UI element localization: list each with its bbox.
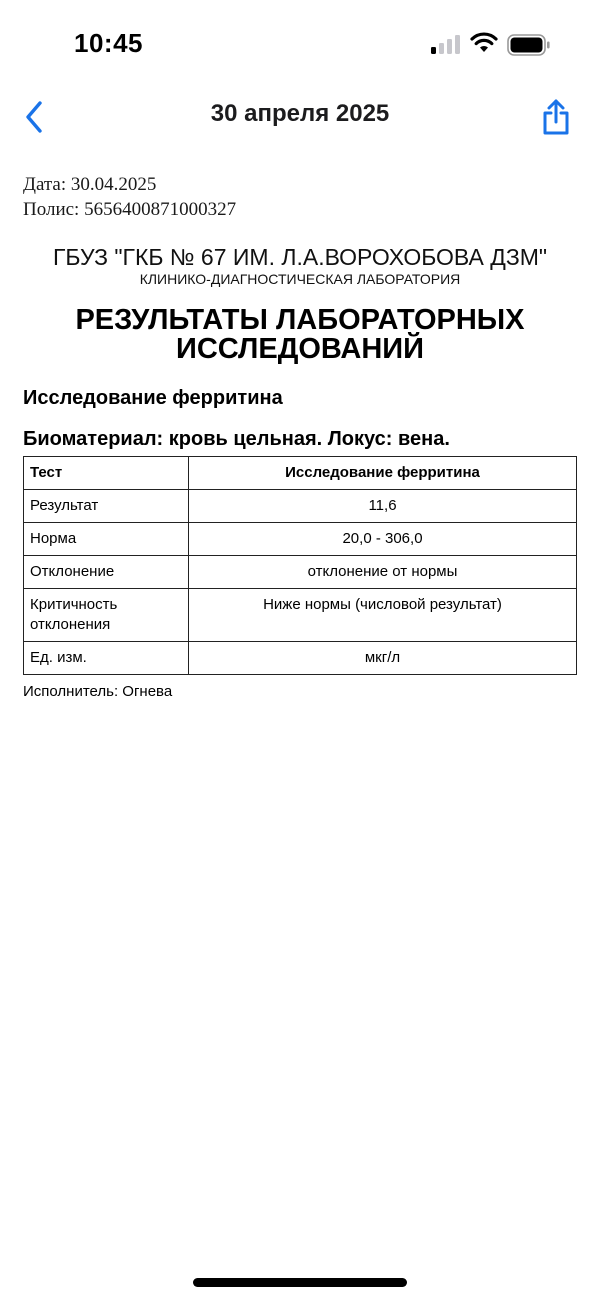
share-icon <box>541 98 571 136</box>
row-label-deviation: Отклонение <box>24 556 189 589</box>
header-cell-test: Тест <box>24 457 189 490</box>
row-label-norm: Норма <box>24 523 189 556</box>
row-value-result: 11,6 <box>189 490 577 523</box>
row-value-criticality: Ниже нормы (числовой результат) <box>189 589 577 642</box>
organization-name: ГБУЗ "ГКБ № 67 ИМ. Л.А.ВОРОХОБОВА ДЗМ" <box>52 244 548 270</box>
battery-icon <box>507 34 551 56</box>
row-label-result: Результат <box>24 490 189 523</box>
chevron-left-icon <box>23 100 45 134</box>
row-label-criticality: Критичность отклонения <box>24 589 189 642</box>
results-table <box>23 456 577 675</box>
signal-icon <box>430 34 462 54</box>
wifi-icon <box>470 32 498 54</box>
table-row <box>24 589 577 642</box>
table-row <box>24 556 577 589</box>
row-label-unit: Ед. изм. <box>24 642 189 675</box>
laboratory-name: КЛИНИКО-ДИАГНОСТИЧЕСКАЯ ЛАБОРАТОРИЯ <box>139 271 461 287</box>
study-title: Исследование ферритина <box>23 387 283 409</box>
row-value-deviation: отклонение от нормы <box>189 556 577 589</box>
organization-header <box>23 244 577 288</box>
status-bar <box>0 0 600 90</box>
lab-report-document <box>23 172 577 702</box>
table-row <box>24 490 577 523</box>
status-time: 10:45 <box>74 28 143 58</box>
document-title <box>23 306 577 364</box>
policy-number: Полис: 5656400871000327 <box>23 199 237 220</box>
report-date: Дата: 30.04.2025 <box>23 174 157 195</box>
executor-line: Исполнитель: Огнева <box>23 683 173 700</box>
table-header-row <box>24 457 577 490</box>
table-row <box>24 642 577 675</box>
row-value-norm: 20,0 - 306,0 <box>189 523 577 556</box>
nav-title: 30 апреля 2025 <box>210 100 390 127</box>
biomaterial-info: Биоматериал: кровь цельная. Локус: вена. <box>23 428 450 450</box>
nav-bar <box>0 90 600 144</box>
header-cell-study: Исследование ферритина <box>189 457 577 490</box>
document-title-line-2: ИССЛЕДОВАНИЙ <box>176 333 424 365</box>
document-title-line-1: РЕЗУЛЬТАТЫ ЛАБОРАТОРНЫХ <box>75 304 525 336</box>
share-button[interactable] <box>534 94 578 140</box>
home-indicator[interactable] <box>193 1278 407 1287</box>
row-value-unit: мкг/л <box>189 642 577 675</box>
table-row <box>24 523 577 556</box>
back-button[interactable] <box>14 96 54 138</box>
